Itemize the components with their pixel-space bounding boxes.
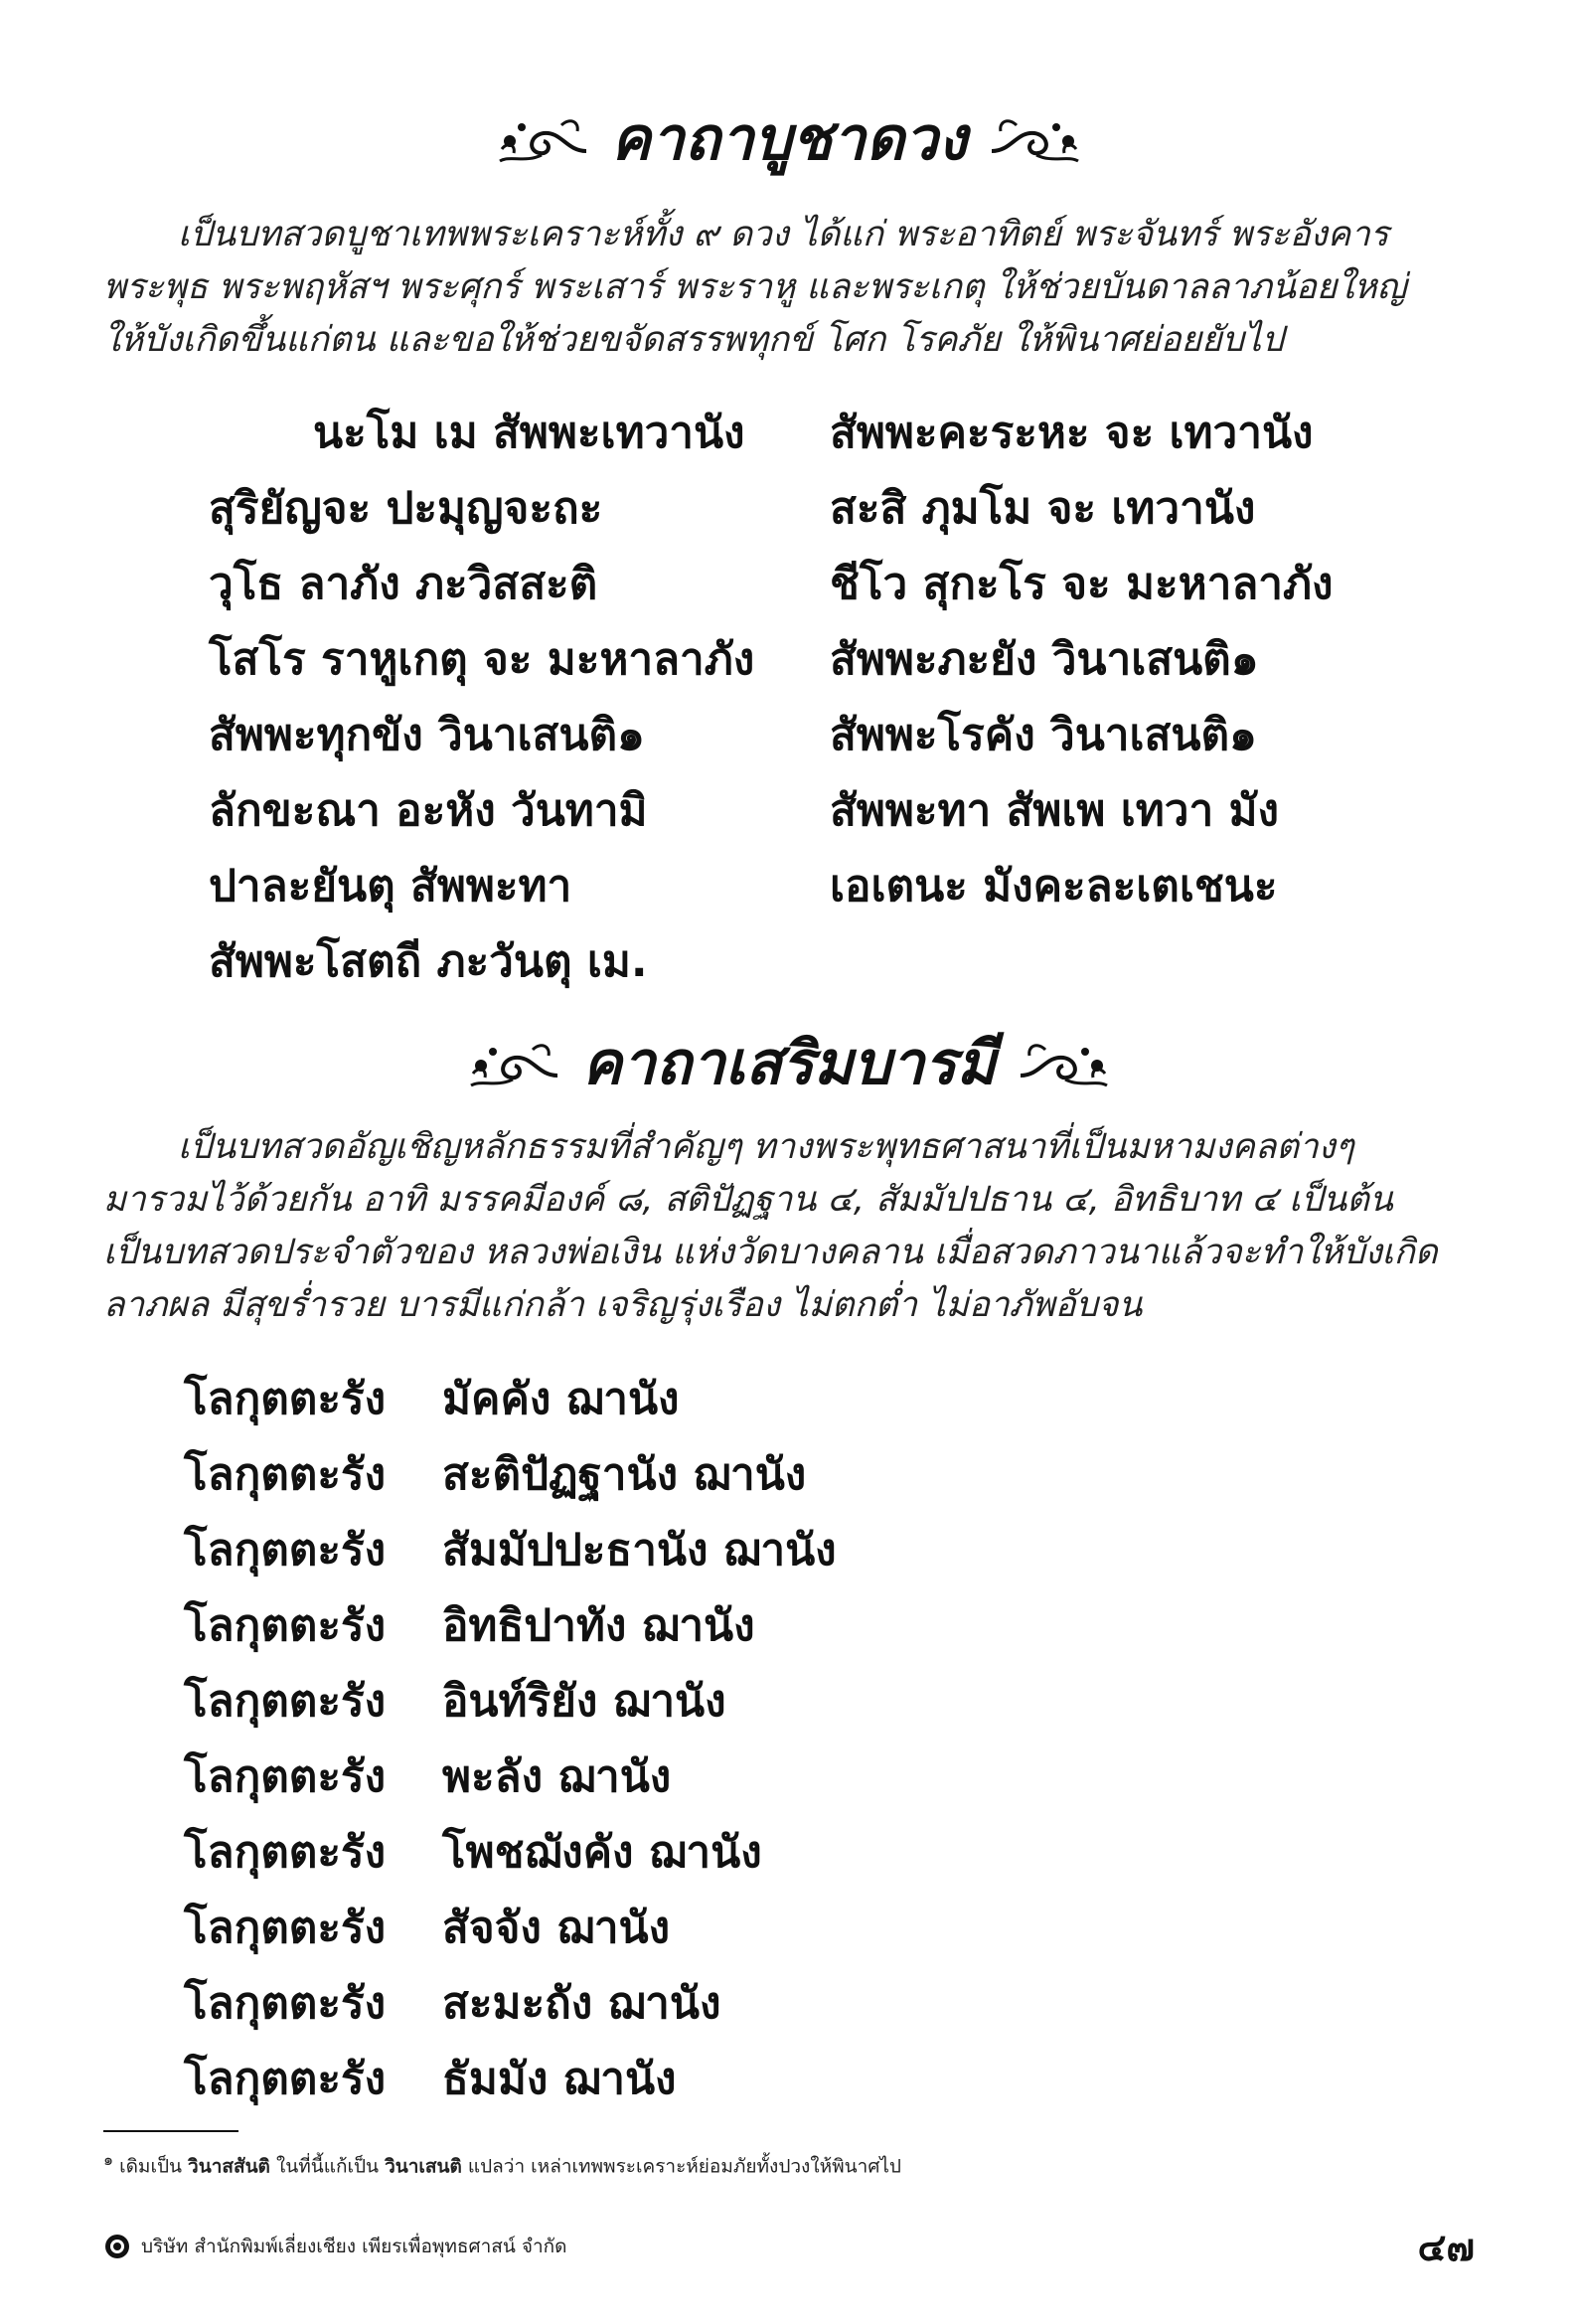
- publisher-name: บริษัท สำนักพิมพ์เลี่ยงเชียง เพียรเพื่อพุทธศาสน์ จำกัด: [141, 2236, 567, 2257]
- verse-row: [184, 1588, 837, 1664]
- verse-prefix: โลกุตตะรัง: [184, 1978, 387, 2029]
- intro-line: เป็นบทสวดบูชาเทพพระเคราะห์ทั้ง ๙ ดวง ได้แก่ พระอาทิตย์ พระจันทร์ พระอังคาร: [178, 215, 1389, 254]
- page-number: ๔๗: [1417, 2225, 1475, 2269]
- verse-line: ชีโว สุกะโร จะ มะหาลาภัง: [830, 559, 1334, 609]
- footnote: [103, 2147, 901, 2179]
- verse-text: มัคคัง ฌานัง: [442, 1374, 680, 1424]
- verse-line: สัพพะโรคัง วินาเสนติ๑: [830, 710, 1257, 760]
- verse-line: สุริยัญจะ ปะมุญจะถะ: [209, 483, 603, 534]
- verse-prefix: โลกุตตะรัง: [184, 1827, 387, 1878]
- verse-line: ลักขะณา อะหัง วันทามิ: [209, 785, 648, 836]
- verse-prefix: โลกุตตะรัง: [184, 1600, 387, 1651]
- verse-text: โพชฌังคัง ฌานัง: [442, 1827, 762, 1878]
- verse-row: [184, 1891, 837, 1966]
- publisher: [103, 2232, 567, 2261]
- verse-line: เอเตนะ มังคะละเตเชนะ: [830, 861, 1278, 912]
- section-1-intro: [103, 209, 1475, 367]
- intro-line: เป็นบทสวดอัญเชิญหลักธรรมที่สำคัญๆ ทางพระพุทธศาสนาที่เป็นมหามงคลต่างๆ: [178, 1127, 1354, 1167]
- section-2-title: [0, 1024, 1578, 1103]
- footnote-mark: ๑: [103, 2150, 114, 2169]
- section-1-title: [0, 99, 1578, 179]
- section-2-title-text: คาถาเสริมบารมี: [581, 1029, 997, 1098]
- intro-line: ลาภผล มีสุขร่ำรวย บารมีแก่กล้า เจริญรุ่งเรือง ไม่ตกต่ำ ไม่อาภัพอับจน: [103, 1285, 1143, 1325]
- verse-list-section-2: [184, 1362, 837, 2117]
- verse-text: ธัมมัง ฌานัง: [442, 2054, 677, 2104]
- verse-line: สัพพะทา สัพเพ เทวา มัง: [830, 785, 1280, 836]
- verse-row: [184, 1740, 837, 1815]
- verse-text: อิทธิปาทัง ฌานัง: [442, 1600, 755, 1651]
- footnote-corrected-word: วินาเสนติ: [385, 2155, 462, 2178]
- verse-row: [184, 2042, 837, 2117]
- verse-prefix: โลกุตตะรัง: [184, 1676, 387, 1727]
- verse-line: สัพพะทุกขัง วินาเสนติ๑: [209, 710, 645, 760]
- verse-column-right: [830, 396, 1333, 924]
- ornament-flourish-icon: [463, 1036, 562, 1091]
- verse-prefix: โลกุตตะรัง: [184, 1903, 387, 1953]
- verse-line: สัพพะโสตถี ภะวันตุ เม.: [209, 936, 648, 987]
- footnote-divider: [103, 2130, 238, 2132]
- verse-line: โสโร ราหูเกตุ จะ มะหาลาภัง: [209, 634, 755, 685]
- verse-line: ปาละยันตุ สัพพะทา: [209, 861, 572, 912]
- verse-prefix: โลกุตตะรัง: [184, 1751, 387, 1802]
- intro-line: พระพุธ พระพฤหัสฯ พระศุกร์ พระเสาร์ พระราหู และพระเกตุ ให้ช่วยบันดาลลาภน้อยใหญ่: [103, 267, 1407, 307]
- intro-line: เป็นบทสวดประจำตัวของ หลวงพ่อเงิน แห่งวัดบางคลาน เมื่อสวดภาวนาแล้วจะทำให้บังเกิด: [103, 1233, 1438, 1272]
- verse-text: อินท์ริยัง ฌานัง: [442, 1676, 726, 1727]
- verse-line: สะสิ ภุมโม จะ เทวานัง: [830, 483, 1256, 534]
- verse-line: วุโธ ลาภัง ภะวิสสะติ: [209, 559, 598, 609]
- verse-column-left: [209, 396, 754, 1000]
- verse-text: พะลัง ฌานัง: [442, 1751, 672, 1802]
- verse-prefix: โลกุตตะรัง: [184, 2054, 387, 2104]
- verse-line: นะโม เม สัพพะเทวานัง: [313, 408, 745, 458]
- verse-prefix: โลกุตตะรัง: [184, 1525, 387, 1576]
- section-2-intro: [103, 1121, 1475, 1332]
- page-footer: [103, 2225, 1475, 2269]
- verse-line: สัพพะคะระหะ จะ เทวานัง: [830, 408, 1314, 458]
- verse-text: สะมะถัง ฌานัง: [442, 1978, 721, 2029]
- verse-text: สัจจัง ฌานัง: [442, 1903, 671, 1953]
- verse-row: [184, 1362, 837, 1437]
- verse-row: [184, 1513, 837, 1588]
- footnote-text: แปลว่า เหล่าเทพพระเคราะห์ย่อมภัยทั้งปวงให้พินาศไป: [461, 2155, 901, 2178]
- publisher-logo-icon: [103, 2233, 131, 2260]
- intro-line: ให้บังเกิดขึ้นแก่ตน และขอให้ช่วยขจัดสรรพทุกข์ โศก โรคภัย ให้พินาศย่อยยับไป: [103, 320, 1284, 360]
- verse-row: [184, 1437, 837, 1513]
- ornament-flourish-icon: [492, 111, 591, 167]
- verse-line: สัพพะภะยัง วินาเสนติ๑: [830, 634, 1259, 685]
- verse-prefix: โลกุตตะรัง: [184, 1449, 387, 1500]
- verse-row: [184, 1966, 837, 2042]
- footnote-original-word: วินาสสันติ: [188, 2155, 270, 2178]
- ornament-flourish-icon: [1016, 1036, 1115, 1091]
- section-1-title-text: คาถาบูชาดวง: [610, 104, 968, 174]
- verse-row: [184, 1815, 837, 1891]
- ornament-flourish-icon: [987, 111, 1086, 167]
- verse-row: [184, 1664, 837, 1740]
- footnote-text: เดิมเป็น: [113, 2155, 189, 2178]
- footnote-text: ในที่นี้แก้เป็น: [269, 2155, 386, 2178]
- intro-line: มารวมไว้ด้วยกัน อาทิ มรรคมีองค์ ๘, สติปัฏฐาน ๔, สัมมัปปธาน ๔, อิทธิบาท ๔ เป็นต้น: [103, 1180, 1393, 1220]
- verse-text: สัมมัปปะธานัง ฌานัง: [442, 1525, 837, 1576]
- verse-text: สะติปัฏฐานัง ฌานัง: [442, 1449, 807, 1500]
- verse-prefix: โลกุตตะรัง: [184, 1374, 387, 1424]
